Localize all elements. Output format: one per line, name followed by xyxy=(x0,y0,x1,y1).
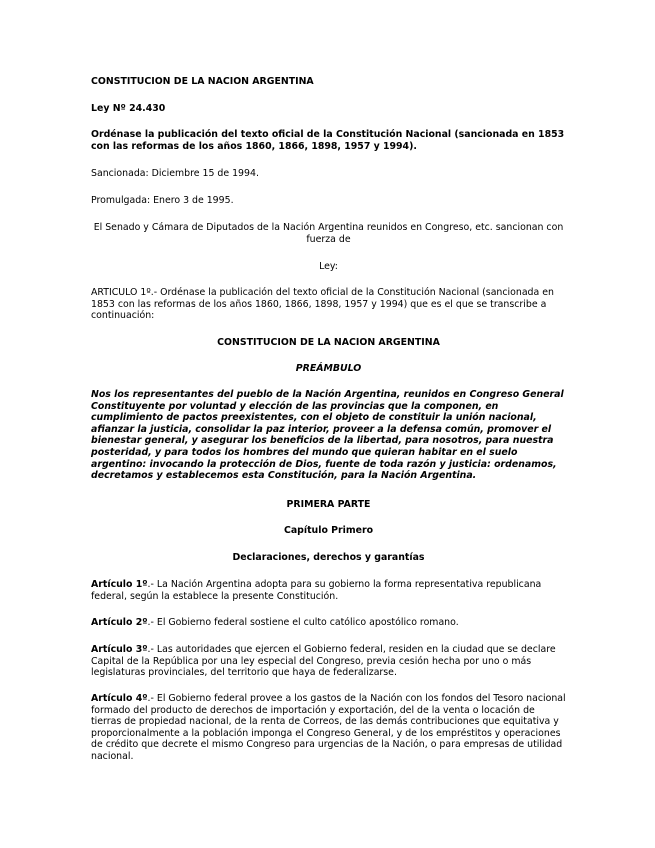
law-number: Ley Nº 24.430 xyxy=(91,103,166,114)
preamble-text: Nos los representantes del pueblo de la Nación Argentina, reunidos en Congreso General Constituyente por voluntad y elección de las provincias que la componen, en cumplimiento de pactos preexistentes, con el objeto de constituir la unión nacional, afianzar la justicia, consolidar la paz interior, proveer a la defensa común, promover el bienestar general, y asegurar los beneficios de la libertad, para nosotros, para nuestra posteridad, y para todos los hombres del mundo que quieran habitar en el suelo argentino: invocando la protección de Dios, fuente de toda razón y justicia: ordenamos, decretamos y establecemos esta Constitución, para la Nación Argentina. xyxy=(91,389,564,482)
article-3 xyxy=(91,644,566,679)
preamble-heading: PREÁMBULO xyxy=(295,363,362,374)
article-3-label: Artículo 3º xyxy=(91,644,148,655)
enacting-clause: El Senado y Cámara de Diputados de la Nación Argentina reunidos en Congreso, etc. sancionan con fuerza de xyxy=(93,222,564,245)
law-summary: Ordénase la publicación del texto oficial de la Constitución Nacional (sancionada en 1853 con las reformas de los años 1860, 1866, 1898, 1957 y 1994). xyxy=(91,129,565,152)
article-3-text: .- Las autoridades que ejercen el Gobierno federal, residen en la ciudad que se declare Capital de la República por una ley especial del Congreso, previa cesión hecha por uno o más legislaturas provinciales, del territorio que haya de federalizarse. xyxy=(91,644,556,679)
part-heading: PRIMERA PARTE xyxy=(286,499,371,510)
constitution-title: CONSTITUCION DE LA NACION ARGENTINA xyxy=(217,337,440,348)
article-2 xyxy=(91,617,566,629)
article-2-text: .- El Gobierno federal sostiene el culto católico apostólico romano. xyxy=(147,617,459,628)
article-1-text: .- La Nación Argentina adopta para su gobierno la forma representativa republicana federal, según la establece la presente Constitución. xyxy=(91,579,542,602)
article-2-label: Artículo 2º xyxy=(91,617,148,628)
section-heading: Declaraciones, derechos y garantías xyxy=(232,552,425,563)
article-1-label: Artículo 1º xyxy=(91,579,148,590)
promulgation-date: Promulgada: Enero 3 de 1995. xyxy=(91,195,234,206)
article-4 xyxy=(91,693,566,763)
chapter-heading: Capítulo Primero xyxy=(283,525,374,536)
document-title: CONSTITUCION DE LA NACION ARGENTINA xyxy=(91,76,314,87)
article-one-of-law: ARTICULO 1º.- Ordénase la publicación del texto oficial de la Constitución Nacional (sancionada en 1853 con las reformas de los años 1860, 1866, 1898, 1957 y 1994) que es el que se transcribe a continuación: xyxy=(91,287,554,322)
article-4-label: Artículo 4º xyxy=(91,693,148,704)
sanction-date: Sancionada: Diciembre 15 de 1994. xyxy=(91,168,259,179)
ley-label: Ley: xyxy=(319,261,338,272)
article-4-text: .- El Gobierno federal provee a los gastos de la Nación con los fondos del Tesoro nacional formado del producto de derechos de importación y exportación, del de la venta o locación de tierras de propiedad nacional, de la renta de Correos, de las demás contribuciones que equitativa y proporcionalmente a la población imponga el Congreso General, y de los empréstitos y operaciones de crédito que decrete el mismo Congreso para urgencias de la Nación, o para empresas de utilidad nacional. xyxy=(91,693,566,762)
article-1 xyxy=(91,579,566,602)
